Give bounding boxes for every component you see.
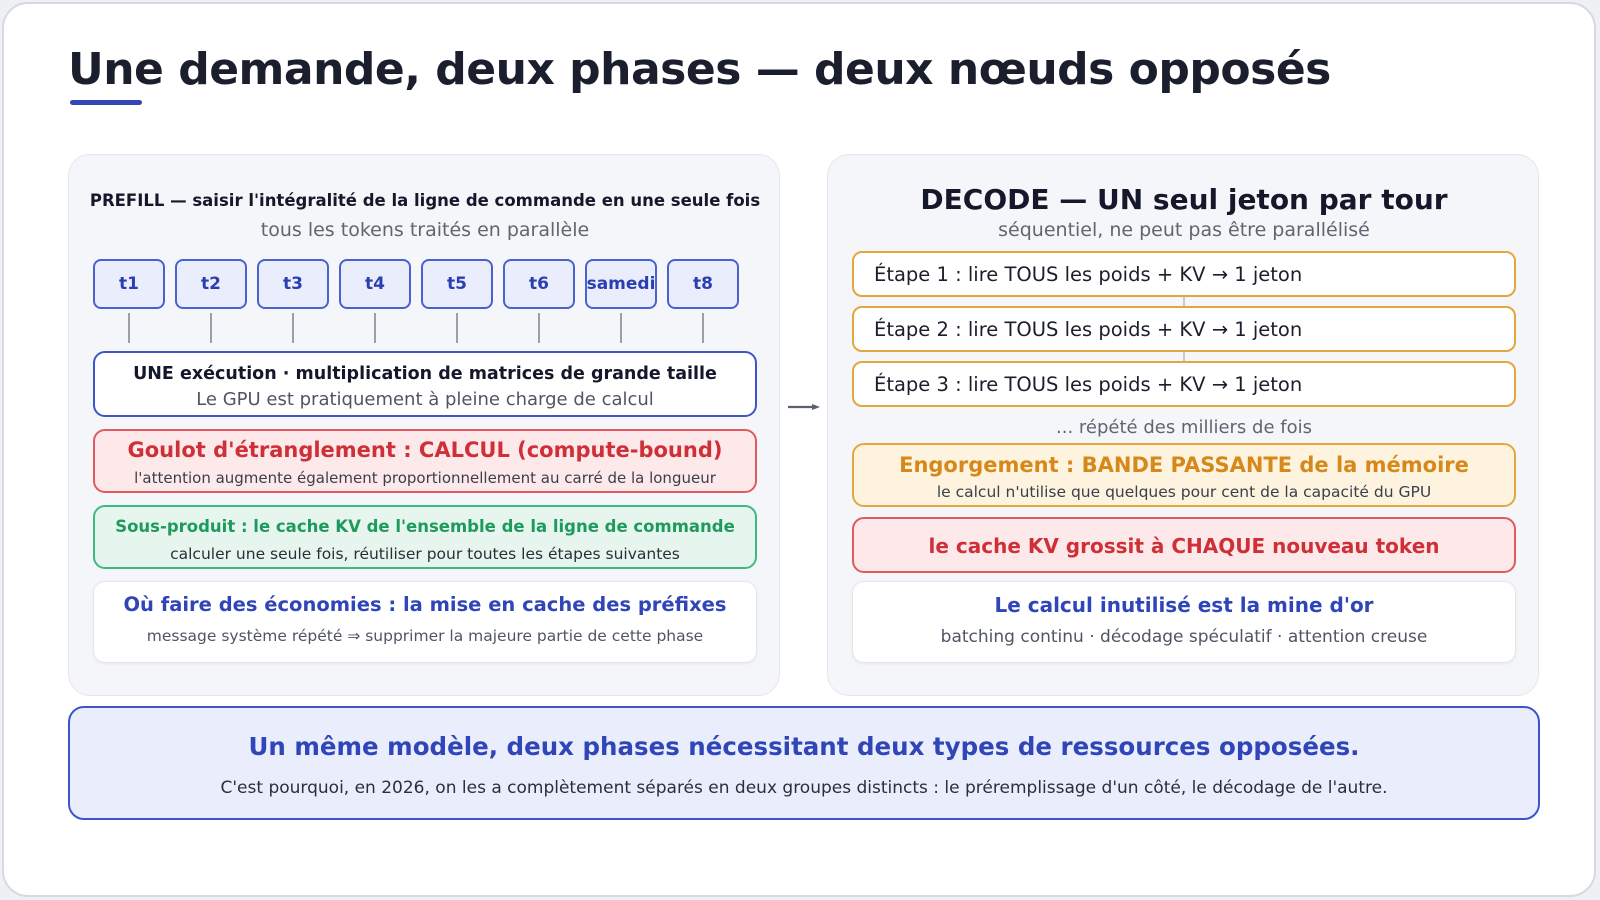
compute-bottleneck-detail: l'attention augmente également proportionnellement au carré de la longueur bbox=[134, 469, 716, 487]
token-connector bbox=[292, 313, 294, 343]
kv-byproduct-detail: calculer une seule fois, réutiliser pour toutes les étapes suivantes bbox=[170, 545, 680, 563]
decode-subtitle: séquentiel, ne peut pas être parallélisé bbox=[998, 219, 1370, 241]
token-box: t3 bbox=[257, 259, 329, 309]
conclusion-box bbox=[68, 706, 1540, 820]
token-connector bbox=[538, 313, 540, 343]
token-connector bbox=[210, 313, 212, 343]
compute-bottleneck-heading: Goulot d'étranglement : CALCUL (compute-bound) bbox=[127, 438, 723, 462]
conclusion-detail: C'est pourquoi, en 2026, on les a complètement séparés en deux groupes distincts : le préremplissage d'un côté, le décodage de l'autre. bbox=[220, 778, 1388, 798]
prefix-cache-heading: Où faire des économies : la mise en cache des préfixes bbox=[123, 593, 727, 616]
bandwidth-heading: Engorgement : BANDE PASSANTE de la mémoire bbox=[899, 453, 1469, 477]
arrow-right-icon bbox=[788, 404, 822, 410]
token-connector bbox=[456, 313, 458, 343]
decode-step: Étape 3 : lire TOUS les poids + KV → 1 jeton bbox=[852, 361, 1516, 407]
kv-byproduct-heading: Sous-produit : le cache KV de l'ensemble de la ligne de commande bbox=[115, 517, 735, 536]
conclusion-heading: Un même modèle, deux phases nécessitant deux types de ressources opposées. bbox=[248, 732, 1360, 761]
token-box: t6 bbox=[503, 259, 575, 309]
idle-compute-box bbox=[852, 581, 1516, 663]
token-box: t5 bbox=[421, 259, 493, 309]
decode-step: Étape 1 : lire TOUS les poids + KV → 1 jeton bbox=[852, 251, 1516, 297]
prefix-cache-detail: message système répété ⇒ supprimer la majeure partie de cette phase bbox=[146, 627, 704, 645]
token-connector bbox=[374, 313, 376, 343]
execution-detail: Le GPU est pratiquement à pleine charge de calcul bbox=[196, 389, 654, 410]
slide-title: Une demande, deux phases — deux nœuds opposés bbox=[68, 44, 1331, 95]
token-connector bbox=[620, 313, 622, 343]
token-box: samedi bbox=[585, 259, 657, 309]
repeat-note: ... répété des milliers de fois bbox=[1056, 417, 1312, 438]
bandwidth-detail: le calcul n'utilise que quelques pour cent de la capacité du GPU bbox=[936, 483, 1432, 501]
kv-growth-box bbox=[852, 517, 1516, 573]
decode-step: Étape 2 : lire TOUS les poids + KV → 1 jeton bbox=[852, 306, 1516, 352]
token-connector bbox=[128, 313, 130, 343]
prefill-panel bbox=[68, 154, 780, 696]
bandwidth-bottleneck-box bbox=[852, 443, 1516, 507]
single-execution-box bbox=[93, 351, 757, 417]
idle-compute-heading: Le calcul inutilisé est la mine d'or bbox=[994, 593, 1374, 617]
token-box: t2 bbox=[175, 259, 247, 309]
token-box: t1 bbox=[93, 259, 165, 309]
title-underline bbox=[70, 100, 142, 105]
slide-card bbox=[2, 2, 1596, 897]
token-connector bbox=[702, 313, 704, 343]
kv-byproduct-box bbox=[93, 505, 757, 569]
idle-compute-detail: batching continu · décodage spéculatif · attention creuse bbox=[940, 627, 1428, 647]
kv-growth-text: le cache KV grossit à CHAQUE nouveau token bbox=[928, 534, 1440, 558]
decode-panel bbox=[827, 154, 1539, 696]
execution-heading: UNE exécution · multiplication de matrices de grande taille bbox=[133, 364, 717, 384]
token-box: t8 bbox=[667, 259, 739, 309]
prefix-cache-box bbox=[93, 581, 757, 663]
decode-title: DECODE — UN seul jeton par tour bbox=[920, 183, 1448, 216]
compute-bottleneck-box bbox=[93, 429, 757, 493]
prefill-title: PREFILL — saisir l'intégralité de la ligne de commande en une seule fois bbox=[89, 191, 761, 210]
token-box: t4 bbox=[339, 259, 411, 309]
prefill-subtitle: tous les tokens traités en parallèle bbox=[260, 219, 590, 241]
